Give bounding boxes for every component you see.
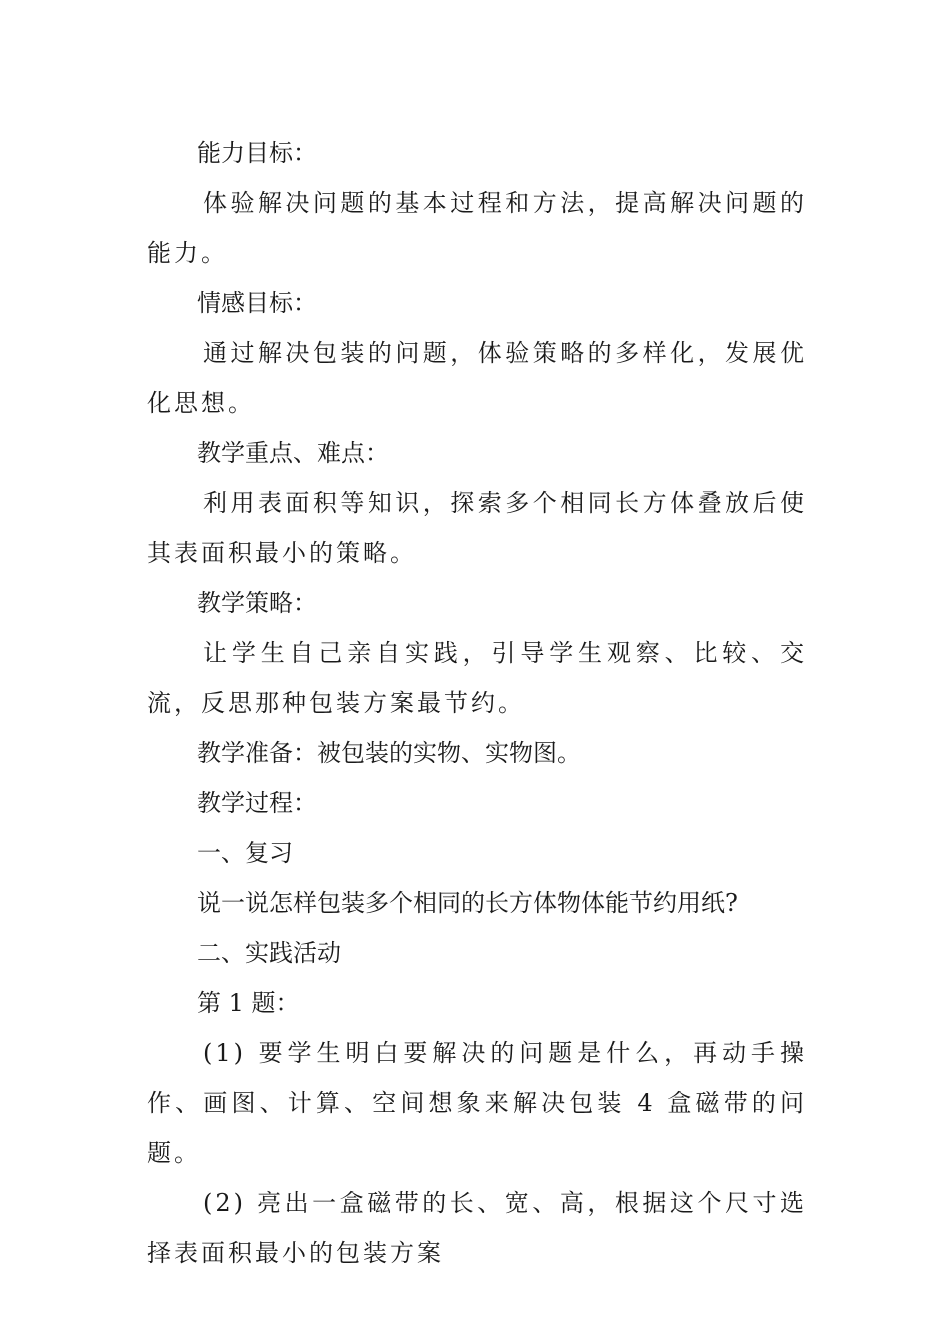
paragraph-ability-goal: 体验解决问题的基本过程和方法，提高解决问题的能力。	[147, 189, 807, 267]
line-practice-heading: 二、实践活动	[197, 939, 341, 967]
section-heading-emotion-goal: 情感目标：	[197, 289, 317, 317]
paragraph-strategy: 让学生自己亲自实践，引导学生观察、比较、交流，反思那种包装方案最节约。	[147, 639, 807, 717]
section-heading-ability-goal: 能力目标：	[197, 139, 317, 167]
line-process-heading: 教学过程：	[197, 789, 317, 817]
document-body	[147, 128, 807, 1278]
line-question-1: 第 1 题：	[197, 989, 300, 1017]
section-heading-strategy: 教学策略：	[197, 589, 317, 617]
paragraph-key-points: 利用表面积等知识，探索多个相同长方体叠放后使其表面积最小的策略。	[147, 489, 807, 567]
line-review-question: 说一说怎样包装多个相同的长方体物体能节约用纸?	[197, 889, 738, 917]
line-review-heading: 一、复习	[197, 839, 293, 867]
line-preparation: 教学准备：被包装的实物、实物图。	[197, 739, 581, 767]
paragraph-step-1: (1) 要学生明白要解决的问题是什么，再动手操作、画图、计算、空间想象来解决包装 4 盒磁带的问题。	[147, 1039, 807, 1167]
section-heading-key-points: 教学重点、难点：	[197, 439, 389, 467]
paragraph-step-2: (2) 亮出一盒磁带的长、宽、高，根据这个尺寸选择表面积最小的包装方案	[147, 1189, 807, 1267]
paragraph-emotion-goal: 通过解决包装的问题，体验策略的多样化，发展优化思想。	[147, 339, 807, 417]
